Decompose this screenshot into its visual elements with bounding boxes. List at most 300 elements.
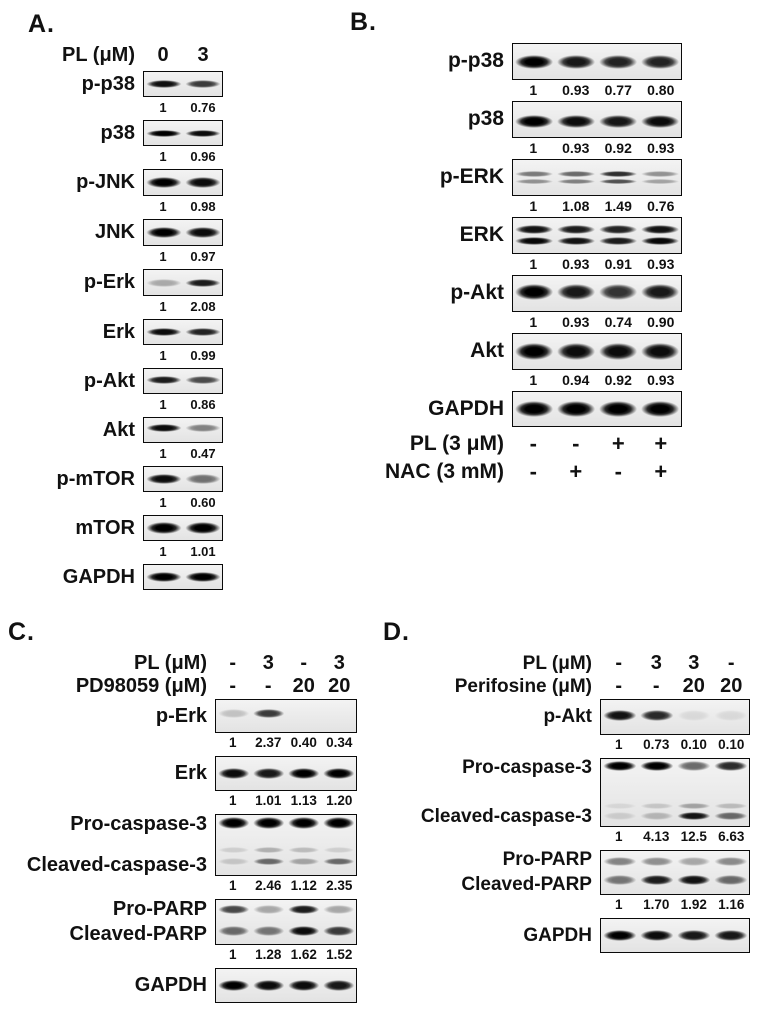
treatment-row (350, 432, 682, 455)
treatment-label: Perifosine (μM) (454, 675, 592, 697)
treatment-value: 20 (720, 675, 743, 697)
blot-image (143, 368, 223, 394)
blot-column (143, 319, 223, 366)
protein-band (677, 875, 710, 885)
treatment-label: PL (μM) (134, 652, 207, 674)
band-value: 1 (529, 140, 538, 156)
blot-row (350, 159, 682, 216)
blot-row (28, 466, 223, 513)
blot-image (143, 564, 223, 590)
blot-column (143, 269, 223, 317)
band-value: 4.13 (643, 828, 670, 844)
protein-label: Pro-PARP (502, 849, 592, 870)
blot-column (143, 120, 223, 167)
panel-a-blots (28, 45, 223, 590)
protein-band (185, 328, 220, 337)
blot-row (383, 699, 750, 754)
treatment-row (8, 653, 357, 674)
blot-row (28, 219, 223, 267)
band-value: 1 (159, 249, 167, 264)
blot-label (350, 217, 512, 254)
protein-band (557, 343, 595, 360)
blot-row (8, 968, 357, 1003)
band-quantification (512, 196, 682, 216)
protein-band (677, 857, 710, 866)
protein-band (185, 130, 220, 138)
band-value: 1 (228, 792, 237, 808)
protein-band (641, 225, 679, 233)
blot-label (8, 968, 215, 1003)
treatment-values (215, 653, 357, 674)
treatment-value: 3 (688, 652, 700, 674)
protein-band (323, 926, 355, 937)
blot-column (512, 101, 682, 158)
protein-label: Cleaved-PARP (461, 874, 592, 896)
blot-column (143, 71, 223, 118)
protein-band (323, 858, 355, 865)
protein-band (641, 343, 679, 360)
blot-image (143, 219, 223, 246)
protein-band (599, 225, 637, 233)
treatment-row (383, 676, 750, 697)
band-value: 0.93 (562, 314, 590, 330)
protein-label: Cleaved-caspase-3 (420, 806, 592, 828)
blot-column (143, 368, 223, 415)
protein-band (185, 279, 220, 287)
band-quantification (143, 443, 223, 464)
band-quantification (215, 876, 357, 895)
treatment-value: - (229, 652, 237, 674)
blot-image (512, 101, 682, 138)
band-value: 0.93 (647, 256, 675, 272)
protein-band (146, 130, 181, 138)
treatment-label: NAC (3 mM) (385, 459, 504, 483)
blot-label (28, 169, 143, 196)
protein-band (677, 710, 710, 721)
protein-label: p-mTOR (56, 467, 135, 490)
protein-label: GAPDH (523, 924, 592, 946)
blot-row (28, 120, 223, 167)
blot-row (28, 417, 223, 464)
protein-label: Akt (470, 339, 504, 363)
treatment-row (350, 460, 682, 483)
protein-band (218, 817, 250, 829)
band-value: 1.70 (643, 896, 670, 912)
protein-band (253, 905, 285, 914)
band-value: 1 (159, 348, 167, 363)
protein-band (253, 817, 285, 829)
band-value: 0.86 (190, 397, 216, 412)
band-value: 1 (159, 149, 167, 164)
band-quantification (215, 791, 357, 810)
blot-column (215, 968, 357, 1003)
blot-row (383, 850, 750, 914)
protein-label: GAPDH (428, 396, 504, 420)
band-value: 0.91 (604, 256, 632, 272)
blot-row (8, 699, 357, 752)
protein-label: p38 (100, 121, 135, 144)
band-quantification (143, 296, 223, 317)
blot-row (350, 391, 682, 427)
band-value: 0.34 (326, 734, 353, 750)
protein-band (146, 424, 181, 433)
protein-label: p-Erk (155, 704, 207, 727)
band-value: 1.49 (604, 198, 632, 214)
protein-band (603, 710, 636, 721)
blot-image (143, 515, 223, 541)
protein-band (218, 847, 250, 853)
blot-label (383, 850, 600, 895)
band-value: 1 (228, 734, 237, 750)
band-quantification (143, 246, 223, 267)
blot-row (28, 71, 223, 118)
protein-label: p38 (467, 107, 504, 131)
protein-band (640, 761, 673, 771)
blot-column (512, 43, 682, 100)
blot-image (512, 217, 682, 254)
blot-image (143, 319, 223, 345)
panel-a (28, 10, 223, 592)
protein-band (599, 343, 637, 360)
treatment-values (600, 676, 750, 697)
protein-band (515, 225, 553, 233)
protein-label: Akt (102, 418, 135, 441)
blot-image (143, 120, 223, 146)
protein-band (641, 171, 679, 177)
band-value: 0.92 (604, 140, 632, 156)
blot-row (350, 333, 682, 390)
blot-image (600, 850, 750, 895)
protein-band (323, 905, 355, 914)
band-value: 1.16 (718, 896, 745, 912)
treatment-values (512, 460, 682, 483)
blot-column (512, 391, 682, 427)
protein-label: Pro-PARP (112, 898, 207, 920)
band-quantification (512, 138, 682, 158)
band-value: 2.46 (255, 877, 282, 893)
protein-band (185, 80, 220, 89)
treatment-value: 3 (650, 652, 662, 674)
blot-column (143, 466, 223, 513)
blot-label (8, 699, 215, 733)
protein-label: p-p38 (81, 72, 135, 95)
protein-band (218, 768, 250, 780)
protein-band (599, 401, 637, 417)
blot-image (143, 169, 223, 196)
treatment-label: PL (μM) (522, 652, 592, 674)
band-value: 0.97 (190, 249, 216, 264)
protein-band (146, 474, 181, 483)
treatment-value: - (652, 675, 660, 697)
blot-row (28, 515, 223, 562)
protein-band (677, 761, 710, 771)
protein-band (640, 710, 673, 721)
protein-band (599, 237, 637, 245)
blot-row (28, 319, 223, 366)
blot-row (350, 101, 682, 158)
protein-band (146, 80, 181, 89)
band-value: 0.99 (190, 348, 216, 363)
band-value: 0.76 (190, 100, 216, 115)
treatment-value: 0 (157, 44, 169, 66)
band-value: 0.60 (190, 495, 216, 510)
protein-band (599, 171, 637, 177)
protein-band (640, 803, 673, 808)
protein-label: ERK (459, 223, 504, 247)
blot-image (512, 333, 682, 370)
protein-band (599, 115, 637, 128)
protein-band (218, 858, 250, 865)
protein-band (288, 926, 320, 937)
blot-row (28, 169, 223, 217)
treatment-value: 20 (328, 675, 351, 697)
blot-label (8, 899, 215, 945)
protein-label: Erk (174, 762, 207, 784)
protein-label: p-Erk (83, 271, 135, 293)
panel-d-blots (383, 653, 750, 953)
band-value: 0.76 (647, 198, 675, 214)
protein-band (253, 709, 285, 717)
blot-row (28, 564, 223, 590)
blot-label (28, 71, 143, 97)
band-value: 0.93 (647, 140, 675, 156)
protein-band (515, 179, 553, 184)
protein-band (677, 803, 710, 808)
protein-band (603, 803, 636, 808)
treatment-value: 3 (197, 44, 209, 66)
band-value: 0.92 (604, 372, 632, 388)
blot-column (143, 515, 223, 562)
band-value: 1.28 (255, 946, 282, 962)
treatment-row (383, 653, 750, 674)
treatment-value: 3 (333, 652, 345, 674)
band-value: 1.01 (190, 544, 216, 559)
band-value: 1.01 (255, 792, 282, 808)
band-value: 1 (228, 877, 237, 893)
band-value: 1 (614, 828, 623, 844)
blot-column (143, 564, 223, 590)
protein-band (253, 980, 285, 992)
treatment-values (600, 653, 750, 674)
blot-image (143, 269, 223, 296)
band-value: 0.94 (562, 372, 590, 388)
band-value: 0.40 (290, 734, 317, 750)
protein-band (641, 179, 679, 184)
protein-band (185, 227, 220, 238)
blot-label (28, 269, 143, 296)
blot-label (8, 814, 215, 876)
treatment-values (215, 676, 357, 697)
treatment-value: - (264, 675, 272, 697)
band-quantification (143, 196, 223, 217)
band-quantification (512, 312, 682, 332)
band-value: 0.96 (190, 149, 216, 164)
protein-label: p-JNK (76, 171, 135, 193)
blot-label (28, 564, 143, 590)
treatment-value: 3 (262, 652, 274, 674)
protein-band (253, 858, 285, 865)
band-value: 1 (529, 82, 538, 98)
band-value: 12.5 (680, 828, 707, 844)
protein-band (515, 55, 553, 69)
band-value: 1 (529, 372, 538, 388)
protein-band (146, 328, 181, 337)
treatment-value: - (529, 431, 537, 456)
protein-band (323, 980, 355, 992)
protein-band (515, 115, 553, 128)
protein-band (603, 875, 636, 885)
panel-c (8, 618, 357, 1007)
band-value: 0.73 (643, 736, 670, 752)
treatment-value: - (727, 652, 735, 674)
blot-column (600, 850, 750, 914)
blot-column (512, 333, 682, 390)
protein-band (288, 817, 320, 829)
protein-band (640, 812, 673, 819)
blot-row (28, 368, 223, 415)
band-value: 1.92 (680, 896, 707, 912)
blot-row (350, 275, 682, 332)
protein-band (323, 817, 355, 829)
blot-image (215, 899, 357, 945)
blot-label (28, 466, 143, 492)
band-value: 1 (159, 299, 167, 314)
protein-band (557, 171, 595, 177)
blot-image (512, 159, 682, 196)
protein-band (677, 930, 710, 942)
protein-band (714, 930, 747, 942)
protein-label: Cleaved-PARP (69, 923, 207, 945)
blot-column (215, 699, 357, 752)
protein-label: p-ERK (439, 165, 504, 189)
blot-column (512, 159, 682, 216)
protein-band (515, 343, 553, 360)
protein-band (641, 115, 679, 128)
band-value: 1 (614, 896, 623, 912)
panel-b (350, 8, 682, 485)
blot-label (350, 159, 512, 196)
protein-band (640, 857, 673, 866)
band-quantification (143, 394, 223, 415)
protein-band (288, 905, 320, 914)
protein-band (288, 980, 320, 992)
blot-column (512, 275, 682, 332)
panel-c-letter: C. (8, 618, 35, 646)
band-quantification (600, 895, 750, 914)
blot-label (350, 333, 512, 370)
protein-band (714, 761, 747, 771)
protein-label: p-Akt (450, 281, 504, 305)
protein-label: p-p38 (447, 49, 504, 73)
protein-band (288, 858, 320, 865)
band-quantification (512, 370, 682, 390)
blot-row (28, 269, 223, 317)
protein-band (557, 55, 595, 69)
blot-label (28, 120, 143, 146)
treatment-values (512, 432, 682, 455)
blot-image (600, 758, 750, 827)
treatment-value: - (572, 431, 580, 456)
protein-band (677, 812, 710, 819)
protein-band (599, 179, 637, 184)
protein-band (599, 55, 637, 69)
blot-image (512, 43, 682, 80)
protein-band (218, 709, 250, 717)
treatment-row (8, 676, 357, 697)
band-value: 1 (614, 736, 623, 752)
treatment-label: PD98059 (μM) (75, 675, 207, 697)
protein-label: p-Akt (83, 369, 135, 392)
blot-label (350, 101, 512, 138)
blot-row (383, 918, 750, 953)
treatment-value: 20 (682, 675, 705, 697)
blot-row (8, 814, 357, 895)
band-value: 0.93 (562, 256, 590, 272)
blot-column (143, 417, 223, 464)
band-value: 1 (529, 314, 538, 330)
band-value: 0.93 (562, 82, 590, 98)
panel-b-blots (350, 43, 682, 483)
band-quantification (143, 146, 223, 167)
protein-band (557, 179, 595, 184)
protein-band (288, 768, 320, 780)
protein-band (146, 177, 181, 188)
protein-label: GAPDH (62, 565, 135, 588)
band-value: 1.62 (290, 946, 317, 962)
panel-d-letter: D. (383, 618, 410, 646)
treatment-label: PL (μM) (62, 44, 135, 66)
panel-b-letter: B. (350, 8, 377, 36)
protein-band (714, 812, 747, 819)
protein-band (714, 857, 747, 866)
band-value: 2.08 (190, 299, 216, 314)
protein-band (185, 522, 220, 534)
protein-band (185, 474, 220, 483)
panel-d (383, 618, 750, 957)
protein-band (641, 237, 679, 245)
protein-band (515, 401, 553, 417)
blot-label (383, 758, 600, 827)
protein-band (557, 401, 595, 417)
protein-band (253, 847, 285, 853)
treatment-value: + (654, 459, 668, 485)
blot-label (28, 368, 143, 394)
band-value: 0.80 (647, 82, 675, 98)
protein-label: JNK (94, 221, 135, 243)
band-quantification (143, 541, 223, 562)
band-value: 1.12 (290, 877, 317, 893)
blot-label (350, 275, 512, 312)
blot-image (215, 699, 357, 733)
blot-column (215, 756, 357, 810)
protein-band (603, 761, 636, 771)
protein-band (640, 875, 673, 885)
treatment-value: - (300, 652, 308, 674)
protein-band (253, 768, 285, 780)
blot-column (143, 169, 223, 217)
blot-label (28, 417, 143, 443)
protein-band (288, 847, 320, 853)
protein-label: Pro-caspase-3 (462, 757, 592, 778)
band-quantification (512, 254, 682, 274)
protein-band (218, 926, 250, 937)
blot-column (143, 219, 223, 267)
blot-row (350, 43, 682, 100)
treatment-value: - (229, 675, 237, 697)
band-quantification (143, 345, 223, 366)
band-value: 2.37 (255, 734, 282, 750)
band-value: 1.20 (326, 792, 353, 808)
